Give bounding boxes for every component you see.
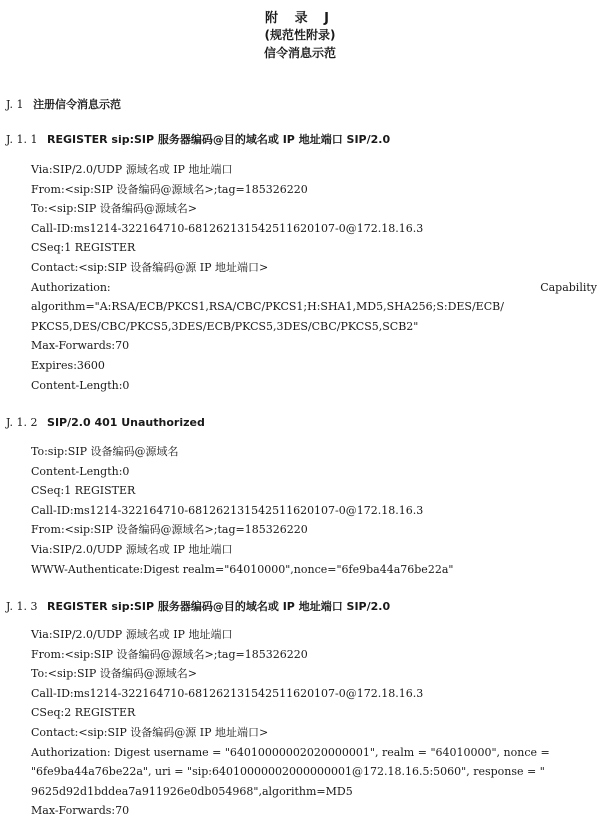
message-line: "6fe9ba44a76be22a", uri = "sip:64010000002000000001@172.18.16.5:5060", response = " [31, 765, 545, 779]
message-line [31, 278, 597, 298]
message-line: Max-Forwards:70 [31, 339, 130, 353]
message-line: To:sip:SIP 设备编码@源域名 [31, 445, 179, 458]
section-title: REGISTER sip:SIP 服务器编码@目的域名或 IP 地址端口 SIP/2.0 [47, 600, 391, 613]
message-line: Content-Length:0 [31, 464, 130, 478]
message-line: Content-Length:0 [31, 378, 130, 392]
section-heading-j11 [6, 131, 390, 147]
section-number: J. 1. 1 [6, 133, 38, 146]
section-number: J. 1. 3 [6, 600, 38, 613]
message-line: To:<sip:SIP 设备编码@源域名> [31, 667, 197, 681]
section-number: J. 1. 2 [6, 416, 38, 429]
appendix-title: 信令消息示范 [263, 46, 336, 60]
message-line: Via:SIP/2.0/UDP 源域名或 IP 地址端口 [31, 163, 233, 176]
section-number: J. 1 [6, 98, 24, 111]
message-line: From:<sip:SIP 设备编码@源域名>;tag=185326220 [31, 647, 308, 661]
message-line: Call-ID:ms1214-322164710-681262131542511620107-0@172.18.16.3 [31, 503, 424, 517]
message-line: From:<sip:SIP 设备编码@源域名>;tag=185326220 [31, 523, 308, 537]
appendix-normative: (规范性附录) [264, 28, 336, 42]
message-line: Expires:3600 [31, 358, 105, 372]
message-line: Call-ID:ms1214-322164710-681262131542511620107-0@172.18.16.3 [31, 686, 424, 700]
message-line: CSeq:2 REGISTER [31, 706, 136, 720]
section-heading-j1 [6, 96, 121, 112]
appendix-label: 附 录 J [265, 11, 335, 26]
message-line: CSeq:1 REGISTER [31, 241, 136, 255]
message-block-401 [31, 442, 597, 579]
section-title: 注册信令消息示范 [33, 98, 122, 111]
section-title: REGISTER sip:SIP 服务器编码@目的域名或 IP 地址端口 SIP/2.0 [47, 133, 391, 146]
message-line: To:<sip:SIP 设备编码@源域名> [31, 202, 197, 216]
message-line: Contact:<sip:SIP 设备编码@源 IP 地址端口> [31, 260, 269, 274]
message-line: Authorization: Digest username = "64010000002020000001", realm = "64010000", nonce = [31, 745, 550, 759]
section-heading-j13 [6, 598, 390, 614]
message-line: Call-ID:ms1214-322164710-681262131542511620107-0@172.18.16.3 [31, 221, 424, 235]
message-line: Via:SIP/2.0/UDP 源域名或 IP 地址端口 [31, 628, 233, 641]
message-line: CSeq:1 REGISTER [31, 484, 136, 498]
message-line: algorithm="A:RSA/ECB/PKCS1,RSA/CBC/PKCS1;H:SHA1,MD5,SHA256;S:DES/ECB/ [31, 300, 504, 314]
authorization-label: Authorization: [31, 280, 111, 294]
message-line: WWW-Authenticate:Digest realm="64010000",nonce="6fe9ba44a76be22a" [31, 562, 454, 576]
message-block-register-1 [31, 160, 597, 395]
section-title: SIP/2.0 401 Unauthorized [47, 416, 205, 429]
message-line: Via:SIP/2.0/UDP 源域名或 IP 地址端口 [31, 542, 233, 556]
capability-label: Capability [540, 280, 597, 294]
message-line: From:<sip:SIP 设备编码@源域名>;tag=185326220 [31, 182, 308, 196]
message-block-register-2 [31, 625, 597, 821]
message-line: 9625d92d1bddea7a911926e0db054968",algorithm=MD5 [31, 784, 353, 798]
message-line: Contact:<sip:SIP 设备编码@源 IP 地址端口> [31, 725, 269, 739]
section-heading-j12 [6, 416, 205, 429]
message-line: PKCS5,DES/CBC/PKCS5,3DES/ECB/PKCS5,3DES/CBC/PKCS5,SCB2" [31, 319, 419, 333]
message-line: Max-Forwards:70 [31, 804, 130, 818]
